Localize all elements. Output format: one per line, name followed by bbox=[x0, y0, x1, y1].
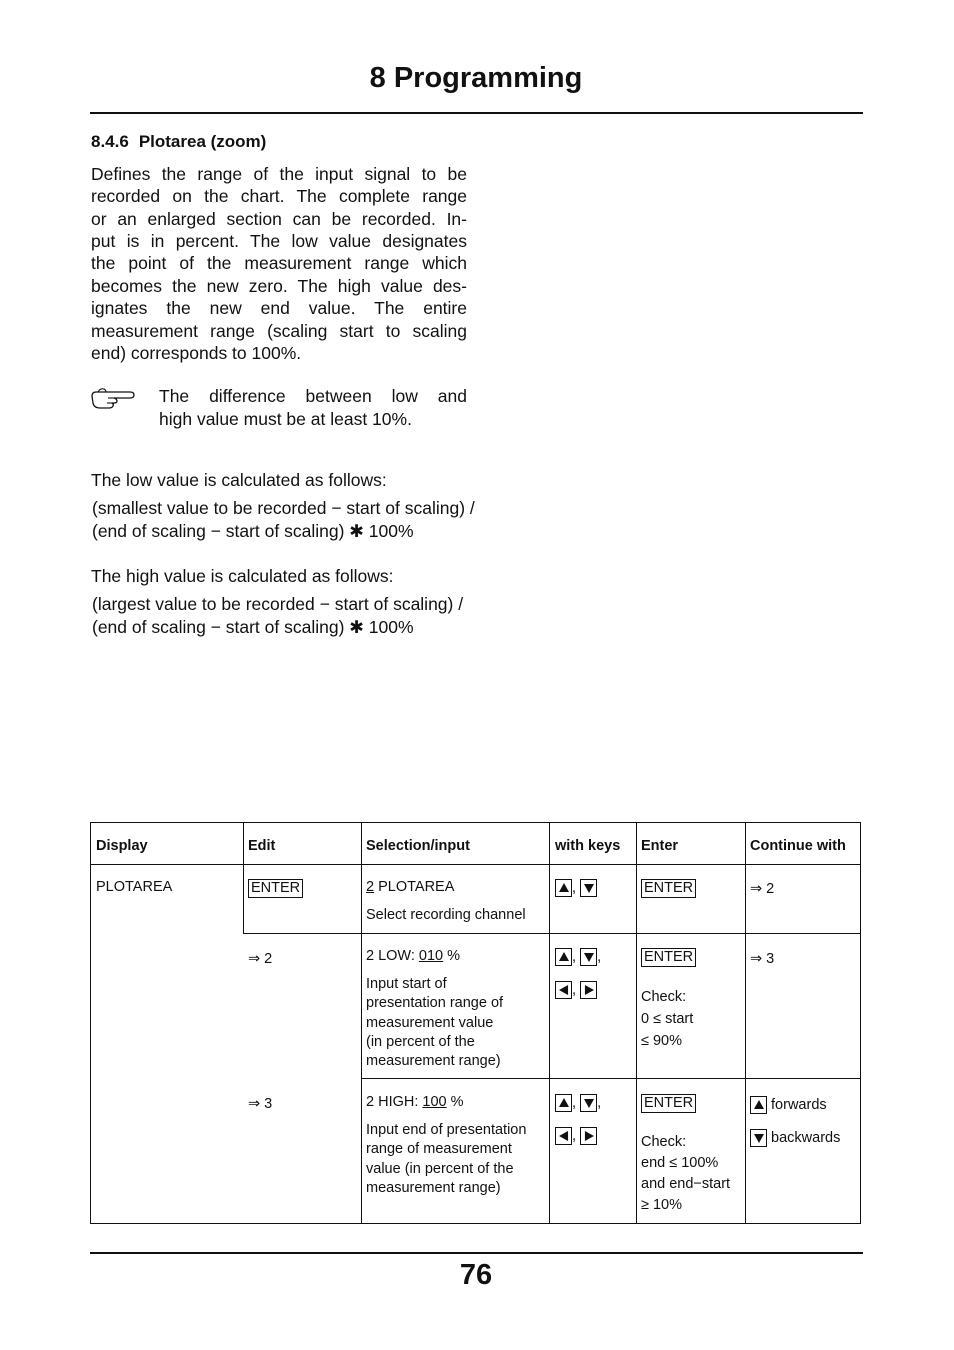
selection-label: 2 HIGH: bbox=[366, 1094, 423, 1110]
intro-line: the point of the measurement range which bbox=[91, 253, 467, 273]
header-enter: Enter bbox=[641, 838, 679, 854]
keys-cell bbox=[555, 1094, 601, 1112]
intro-line: measurement range (scaling start to scaling bbox=[91, 321, 467, 341]
edit-cell bbox=[248, 879, 303, 898]
up-arrow-key-icon bbox=[555, 948, 572, 966]
continue-backwards bbox=[750, 1129, 840, 1147]
section-title: Plotarea (zoom) bbox=[138, 132, 267, 151]
formula-line: (largest value to be recorded − start of scaling) / bbox=[92, 594, 464, 614]
check-line: and end−start bbox=[641, 1176, 731, 1192]
continue-forwards bbox=[750, 1096, 827, 1114]
section-number: 8.4.6 bbox=[91, 132, 129, 151]
up-arrow-key-icon bbox=[750, 1096, 767, 1114]
selection-label: 2 LOW: bbox=[366, 948, 419, 964]
edit-cell: ⇒ 3 bbox=[248, 1096, 273, 1112]
selection-unit: % bbox=[446, 1094, 464, 1110]
key-separator: , bbox=[597, 948, 602, 965]
table-divider bbox=[745, 822, 746, 1224]
section-heading bbox=[91, 132, 266, 152]
enter-key: ENTER bbox=[641, 948, 696, 967]
table-divider bbox=[243, 822, 244, 934]
selection-title bbox=[366, 1093, 464, 1112]
check-line: ≤ 90% bbox=[641, 1033, 683, 1049]
formula-line: (end of scaling − start of scaling) ✱ 100% bbox=[92, 521, 414, 541]
down-arrow-key-icon bbox=[580, 948, 597, 966]
left-arrow-key-icon bbox=[555, 981, 572, 999]
table-divider bbox=[636, 822, 637, 1224]
description-line: value (in percent of the bbox=[366, 1160, 514, 1177]
description-line: range of measurement bbox=[366, 1141, 512, 1158]
header-display: Display bbox=[96, 838, 148, 854]
note-line: high value must be at least 10%. bbox=[159, 409, 412, 429]
header-keys: with keys bbox=[555, 838, 621, 854]
footer-rule bbox=[90, 1252, 863, 1254]
key-separator: , bbox=[572, 879, 577, 896]
enter-key: ENTER bbox=[641, 1094, 696, 1113]
check-text bbox=[641, 1132, 730, 1216]
selection-unit: % bbox=[443, 948, 461, 964]
down-arrow-key-icon bbox=[580, 1094, 597, 1112]
header-rule bbox=[90, 112, 863, 114]
intro-line: end) corresponds to 100%. bbox=[91, 343, 302, 363]
intro-line: ignates the new end value. The entire bbox=[91, 298, 467, 318]
description-line: Input start of bbox=[366, 976, 447, 992]
intro-line: recorded on the chart. The complete range bbox=[91, 186, 467, 206]
left-arrow-key-icon bbox=[555, 1127, 572, 1145]
intro-line: Defines the range of the input signal to be bbox=[91, 164, 467, 184]
low-value-intro: The low value is calculated as follows: bbox=[91, 470, 387, 490]
keys-cell bbox=[555, 1127, 597, 1145]
description-line: measurement range) bbox=[366, 1053, 501, 1070]
table-border bbox=[860, 822, 861, 1224]
table-divider bbox=[243, 933, 861, 934]
selection-description: Select recording channel bbox=[366, 907, 526, 923]
check-line: Check: bbox=[641, 1134, 687, 1150]
page-number: 76 bbox=[459, 1259, 493, 1291]
up-arrow-key-icon bbox=[555, 1094, 572, 1112]
low-value-formula bbox=[92, 497, 475, 543]
key-separator: , bbox=[572, 1127, 577, 1144]
check-line: Check: bbox=[641, 989, 687, 1005]
continue-cell: ⇒ 3 bbox=[750, 951, 775, 967]
description-line: (in percent of the bbox=[366, 1033, 475, 1050]
selection-title bbox=[366, 878, 454, 897]
table-divider bbox=[361, 822, 362, 1224]
right-arrow-key-icon bbox=[580, 981, 597, 999]
display-plotarea: PLOTAREA bbox=[96, 879, 173, 895]
description-line: measurement value bbox=[366, 1014, 494, 1031]
forwards-label: forwards bbox=[771, 1096, 827, 1113]
enter-cell bbox=[641, 879, 696, 898]
intro-line: or an enlarged section can be recorded. In- bbox=[91, 209, 467, 229]
key-separator: , bbox=[572, 948, 577, 965]
enter-key: ENTER bbox=[248, 879, 303, 898]
formula-line: (end of scaling − start of scaling) ✱ 100% bbox=[92, 617, 414, 637]
check-line: 0 ≤ start bbox=[641, 1011, 694, 1027]
intro-line: becomes the new zero. The high value des- bbox=[91, 276, 467, 296]
check-text bbox=[641, 986, 693, 1052]
backwards-label: backwards bbox=[771, 1129, 841, 1146]
selection-value: 100 bbox=[422, 1094, 447, 1110]
check-line: end ≤ 100% bbox=[641, 1155, 719, 1171]
key-separator: , bbox=[572, 1094, 577, 1111]
chapter-title: 8 Programming bbox=[369, 62, 583, 94]
table-border bbox=[90, 822, 91, 1224]
down-arrow-key-icon bbox=[580, 879, 597, 897]
description-line: Input end of presentation bbox=[366, 1122, 527, 1138]
intro-line: put is in percent. The low value designates bbox=[91, 231, 467, 251]
channel-number: 2 bbox=[366, 879, 375, 895]
keys-cell bbox=[555, 879, 597, 897]
check-line: ≥ 10% bbox=[641, 1197, 683, 1213]
description-line: presentation range of bbox=[366, 995, 504, 1012]
note-line: The difference between low and bbox=[159, 386, 467, 406]
high-value-intro: The high value is calculated as follows: bbox=[91, 566, 394, 586]
enter-cell bbox=[641, 1094, 696, 1113]
key-separator: , bbox=[572, 981, 577, 998]
description-line: measurement range) bbox=[366, 1179, 501, 1196]
keys-cell bbox=[555, 948, 601, 966]
right-arrow-key-icon bbox=[580, 1127, 597, 1145]
header-continue: Continue with bbox=[750, 838, 846, 854]
pointing-hand-icon bbox=[90, 387, 136, 409]
header-selection: Selection/input bbox=[366, 838, 470, 854]
keys-cell bbox=[555, 981, 597, 999]
selection-label: PLOTAREA bbox=[374, 879, 455, 895]
key-separator: , bbox=[597, 1094, 602, 1111]
edit-cell: ⇒ 2 bbox=[248, 951, 273, 967]
table-divider bbox=[549, 822, 550, 1224]
selection-description bbox=[366, 975, 503, 1071]
continue-cell: ⇒ 2 bbox=[750, 881, 775, 897]
selection-title bbox=[366, 947, 460, 966]
enter-key: ENTER bbox=[641, 879, 696, 898]
enter-cell bbox=[641, 948, 696, 967]
formula-line: (smallest value to be recorded − start of scaling) / bbox=[92, 498, 475, 518]
high-value-formula bbox=[92, 593, 463, 639]
up-arrow-key-icon bbox=[555, 879, 572, 897]
selection-value: 010 bbox=[418, 948, 444, 964]
header-edit: Edit bbox=[248, 838, 276, 854]
table-divider bbox=[361, 1078, 861, 1079]
down-arrow-key-icon bbox=[750, 1129, 767, 1147]
selection-description bbox=[366, 1121, 526, 1198]
